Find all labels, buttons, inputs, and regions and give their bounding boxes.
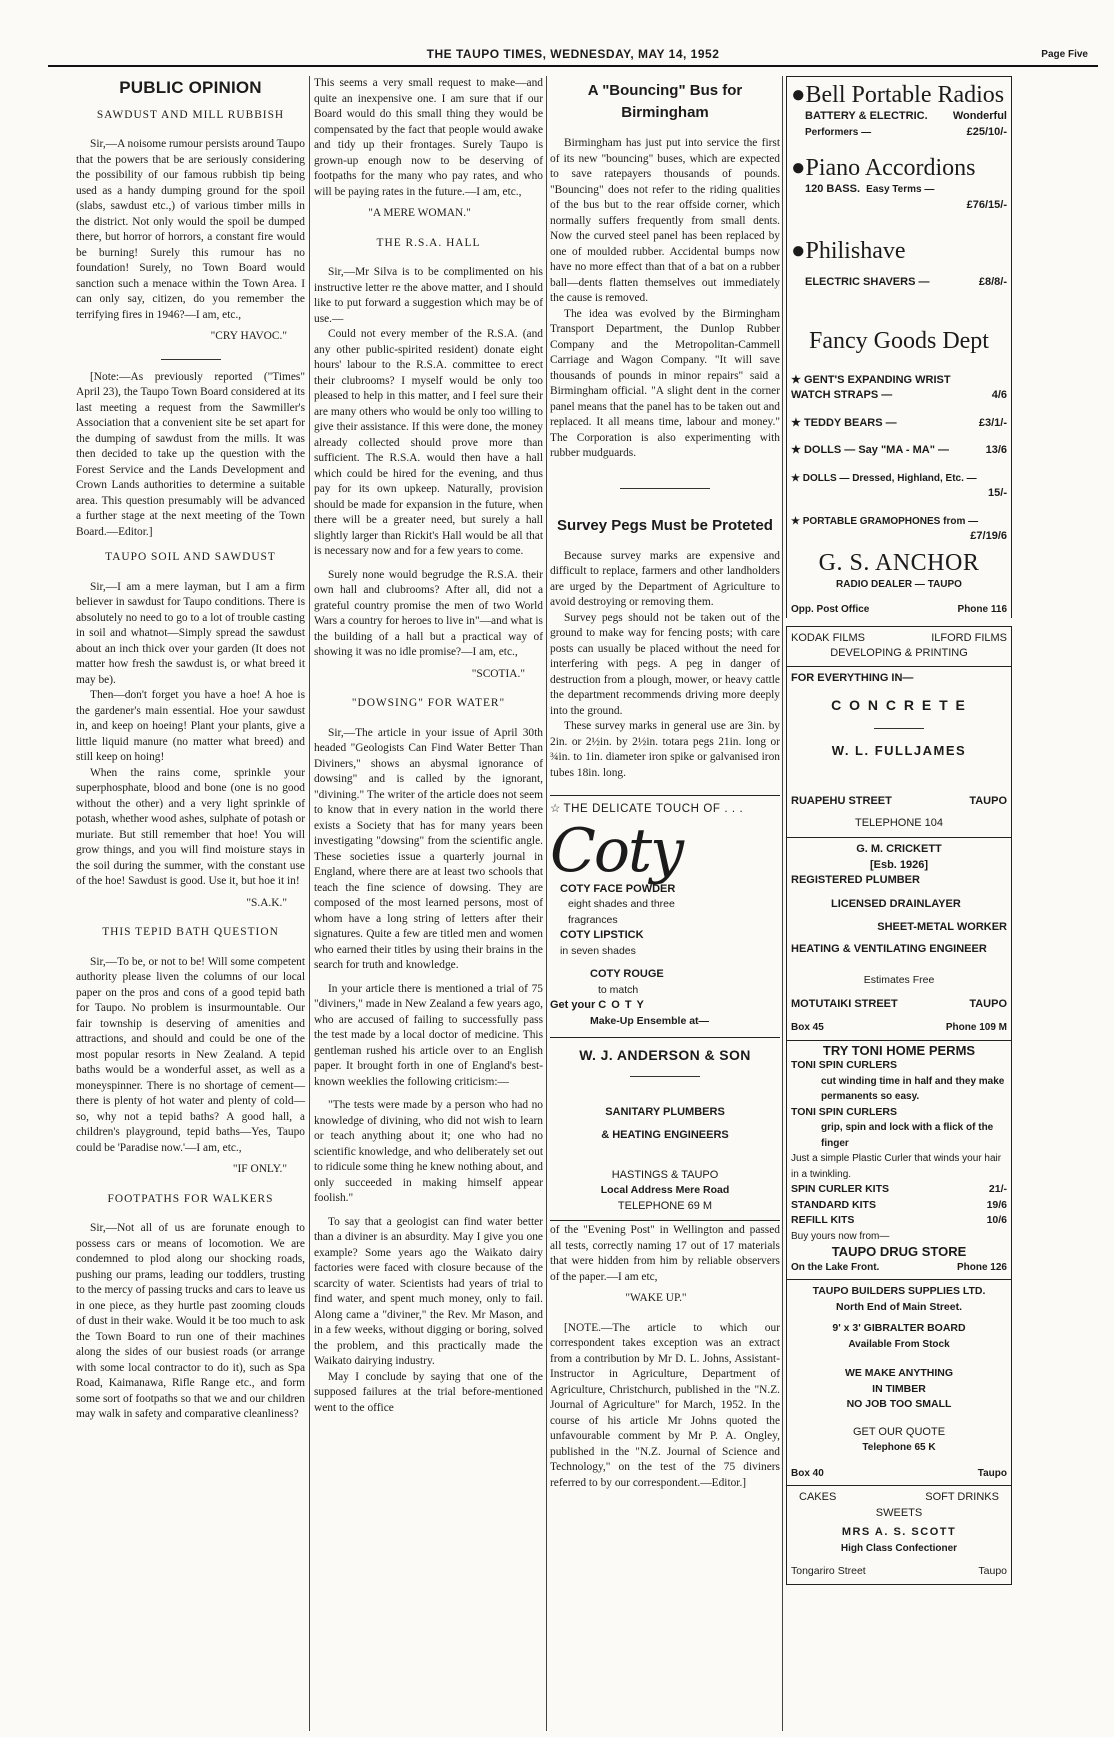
letter-title: SAWDUST AND MILL RUBBISH [96,108,285,121]
ad-headline: Fancy Goods Dept [809,327,989,354]
coty-line: COTY FACE POWDER [560,882,676,895]
article-paragraph: Survey pegs should not be taken out of the ground to make way for fencing posts; with care posts can usually be placed without the need for interfering with pegs. A peg in danger of destruction from a plough, mower, or heavy cattle the department recommends driving more deeply into the ground. [550,611,780,717]
letter-paragraph: Could not every member of the R.S.A. (and any other public-spirited resident) donate eight hours' labour to the R.S.A. committee to erect their clubrooms? I myself would be only too pleased to help in this matter, and I feel sure their are many others who would be only too willing to give their assistance. If this were done, the money already collected should prove more than sufficient. The R.S.A. would then have a hall which could be hired for the evening, and thus pay for its own upkeep. Naturally, provision should be made for expansion in the future, when there will be a greater need, but surely a hall slightly larger than Rickit's Hall would be all that is necessary now and for a few years to come. [314,328,543,557]
article-paragraph: Because survey marks are expensive and difficult to replace, farmers and other landholders are urged by the Department of Agriculture to avoid destroying or removing them. [550,549,780,608]
price: £76/15/- [966,198,1007,211]
letter-paragraph: When the rains come, sprinkle your superphosphate, blood and bone (one is no good without the other) and a very light sprinkle of potash, whether wood ashes, sulphate of potash or muriate. But still remember that hoe! You will grow things, and you will find moisture stays in the soil during the summer, with the constant use of the hoe! Sawdust is good. Use it, but hoe it in! [76,766,305,887]
coty-lead: THE DELICATE TOUCH OF . . . [563,803,744,815]
advertiser-name: W. L. FULLJAMES [831,742,967,758]
ad-line: LICENSED DRAINLAYER [831,897,961,910]
column-rule [309,76,310,1731]
ad-line: Available From Stock [848,1338,950,1350]
divider [630,1076,700,1077]
crickett-advertisement [786,837,1012,1040]
price: 13/6 [985,444,1007,456]
advertiser-name: TAUPO BUILDERS SUPPLIES LTD. [812,1285,986,1297]
ad-line: ★ DOLLS — Say "MA - MA" — [791,444,950,456]
letter-signature: "IF ONLY." [232,1163,287,1175]
coty-advertisement [550,795,780,1029]
article-paragraph: Birmingham has just put into service the first of its new "bouncing" buses, which are expected to save ratepayers thousands of pounds. "Bouncing" does not refer to the riding qualities of the bus but to the rear offside corner, which normally suffers frequently from small dents. Now the curved steel panel has been replaced by one of moulded rubber. Accidental bumps now have no more effect than that of a bat on a rubber ball—dents flatten themselves out immediately the cause is removed. [550,137,780,304]
divider [161,359,221,360]
article-headline: Survey Pegs Must be Proteted [557,516,773,534]
letter-signature: "SCOTIA." [471,667,525,680]
ad-line: HEATING & VENTILATING ENGINEER [791,942,987,955]
star-icon: ☆ [550,803,561,815]
ad-line: ★ GENT'S EXPANDING WRIST WATCH STRAPS — [791,373,951,401]
ad-line: Phone 116 [957,604,1007,615]
coty-line: COTY LIPSTICK [560,929,644,941]
letter-paragraph: Then—don't forget you have a hoe! A hoe is the gardener's main essential. Hoe your sawdust in, and keep on hoeing! Plant your plants, give a little liquid manure (no matter what breed) and still keep on hoing! [76,689,305,763]
toni-advertisement [786,1040,1012,1280]
ad-line: Phone 126 [956,1261,1007,1273]
advertiser-name: W. J. ANDERSON & SON [579,1047,751,1063]
column-rule [546,76,547,1731]
ad-line: On the Lake Front. [791,1261,880,1273]
letter-paragraph: To say that a geologist can find water better than a diviner is an absurdity. May I give you one example? Some years ago the Waikato dairy factories were faced with closure because of the scarcity of water. Scientists had years of trial to find water, and spent much money, only to fail. Along came a "diviner," the Rev. Mr Mason, and in a few weeks, without digging or boring, solved the problem, and this practically made the Waikato dairying industry. [314,1215,543,1367]
ad-line: Wonderful [952,110,1007,122]
article-paragraph: These survey marks in general use are 3in. by 2in. or 2½in. by 2½in. totara pegs 21in. long or ¾in. to 1in. diameter iron spike or galvanised iron tubes 18in. long. [550,720,780,779]
advertiser-name: G. S. ANCHOR [818,549,980,576]
ad-line: DEVELOPING & PRINTING [830,647,968,659]
star-icon: ★ [791,416,801,429]
ad-line: Easy Terms — [866,184,935,195]
ad-line: SWEETS [875,1506,923,1519]
ad-line: WE MAKE ANYTHING [844,1367,954,1379]
radio-shop-advertisement [786,76,1012,618]
price: 4/6 [991,389,1007,401]
ad-line: STANDARD KITS [791,1198,876,1211]
bullet-icon: ● [791,82,806,108]
ad-line: ELECTRIC SHAVERS — [805,276,930,288]
kodak-advertisement [786,626,1012,666]
ad-line: TELEPHONE 104 [854,816,944,829]
letter-signature: "CRY HAVOC." [210,330,287,342]
letter-paragraph: Sir,—A noisome rumour persists around Taupo that the powers that be are seriously considering the possibility of our famous rubbish tip being used as a handy dumping ground for the spoil (slabs, sawdust etc.,) of various timber mills in the district. Not only would the spoil be dumped there, but horror of horrors, a constant fire would be burning! Surely this rumour has no foundation! Surely, no Town Board would sanction such a menace within the Town Area. I can only say, citizen, do you remember the terrifying fires in 1946?—I am, etc., [76,138,305,321]
letter-signature: "WAKE UP." [625,1292,687,1304]
masthead-rule [48,65,1098,67]
coty-line: to match [598,983,639,996]
ad-line: Estimates Free [863,974,935,986]
ad-line: 9' x 3' GIBRALTER BOARD [832,1322,966,1334]
price: 19/6 [986,1198,1007,1211]
ad-line: HASTINGS & TAUPO [611,1168,719,1181]
letter-paragraph: Surely none would begrudge the R.S.A. their own hall and clubrooms? After all, did not a grateful country promise the men of two World Wars a country for heroes to live in"—and what is the building of a hall but a practical way of showing it was no idle promise?—I am, etc., [314,568,543,658]
letter-paragraph: of the "Evening Post" in Wellington and passed all tests, correctly naming 17 out of 17 materials that were hidden from him by reliable observers of the paper.—I am etc, [550,1224,780,1283]
page-number: Page Five [1041,49,1088,60]
ad-line: Taupo [977,1467,1007,1479]
ad-line: Buy yours now from— [791,1230,890,1242]
ad-line: BATTERY & ELECTRIC. [805,110,928,122]
price: £8/8/- [978,276,1007,288]
coty-line: Make-Up Ensemble at— [590,1014,710,1027]
ad-line: SOFT DRINKS [925,1491,999,1503]
letter-paragraph: Sir,—I am a mere layman, but I am a firm believer in sawdust for Taupo conditions. There is absolutely no need to go to a lot of trouble casting in soil and whatnot—Simply spread the sawdust about an inch thick over your garden (It does not matter how fresh the sawdust is, or what breed it may be). [76,580,305,686]
letter-title: TAUPO SOIL AND SAWDUST [105,551,276,563]
letter-paragraph: Sir,—The article in your issue of April 30th headed "Geologists Can Find Water Better Than Diviners," shows an abysmal ignorance of dowsing" and is called by the ignorant, "divining." The writer of the article does not seem to know that in every nation in the world there exists a Society that has for many years been investigating "dowsing" from the scientific angle. These societies issue a quarterly journal in England, where there are at least two schools that teach the fine science of dowsing. They are composed of the most learned persons, most of whom have a long string of letters after their signatures. Quite a few are titled men and women who earned their titles by using their brains in the search for truth and knowledge. [314,726,543,971]
ad-line: TELEPHONE 69 M [617,1199,713,1212]
letter-title: THE R.S.A. HALL [376,236,481,249]
letter-title: FOOTPATHS FOR WALKERS [107,1192,274,1205]
advertiser-name: MRS A. S. SCOTT [841,1526,957,1538]
coty-line: Get your [550,999,596,1011]
scott-advertisement [786,1485,1012,1585]
ad-line: High Class Confectioner [840,1542,958,1554]
divider [620,488,710,489]
article-paragraph: The idea was evolved by the Birmingham Transport Department, the Dunlop Rubber Company and the Metropolitan-Cammell Carriage and Wagon Company. "It will save thousands of pounds in minor repairs" said a Birmingham official. "A slight dent in the corner panel means that the panel has to be taken out and replaced. It all means time, labour and money." The Corporation is also experimenting with rubber mudguards. [550,307,780,459]
ad-line: ★ PORTABLE GRAMOPHONES from — [791,515,979,527]
column-advertisements [786,76,1012,1585]
ad-line: ★ TEDDY BEARS — [791,416,897,429]
star-icon: ★ [791,472,800,484]
ad-line: [Esb. 1926] [869,858,929,871]
ad-line: TAUPO [969,795,1007,807]
letter-paragraph: Sir,—Not all of us are forunate enough to possess cars or means of locomotion. We are condemned to plod along our shocking roads, pushing our prams, leading our toddlers, trusting to the mercy of passing trucks and cars to leave us in one piece, as they hurtle past zooming clouds of dust in their wake. Would it be too much to ask the Town Board to run one of their machines along the sides of our busiest roads (or arrange with some local contractor to do it), such as Spa Road, Kaimanawa, Rifle Range etc., and form some sort of footpaths so that we and our children may walk in safety and comparative cleanliness? [76,1222,306,1420]
anderson-advertisement [550,1037,780,1214]
letter-signature: "S.A.K." [246,896,287,909]
letter-paragraph: This seems a very small request to make—and quite an inexpensive one. I am sure that if our Board would do this small thing they would be compensated by the fact that people would awake and tidy up their frontages. Surely Taupo is grown-up enough now to be deserving of footpaths for the many who pay rates, and who will be paying rates in the future.—I am, etc., [314,77,543,198]
ad-line: Opp. Post Office [791,604,870,615]
column-rule [782,76,783,1731]
ad-line: Performers — [805,126,872,138]
letter-title: "DOWSING" FOR WATER" [351,697,506,709]
divider [874,728,924,729]
ad-headline: ●Philishave [791,238,906,264]
letter-paragraph: May I conclude by saying that one of the supposed failures at the trial before-mentioned went to the office [314,1370,543,1414]
ad-line: RUAPEHU STREET [791,795,892,807]
price: 10/6 [986,1214,1007,1226]
builders-advertisement [786,1279,1012,1485]
masthead [48,44,1098,66]
bullet-icon: ● [791,238,806,264]
column-letters-continued [314,76,543,1416]
ad-line: Phone 109 M [945,1022,1007,1033]
ad-line: cut winding time in half and they make permanents so easy. [821,1075,1005,1102]
ad-line: KODAK FILMS [791,631,865,644]
letter-quote: "The tests were made by a person who had no knowledge of divining, who did not wish to learn or teach anything about it; one who had no scientific knowledge, and who deliberately set out to ridicule some thing he knew nothing about, and only succeeded in making himself appear foolish." [314,1099,543,1204]
coty-line: COTY ROUGE [590,968,664,980]
ad-line: TONI SPIN CURLERS [791,1059,897,1071]
masthead-title: THE TAUPO TIMES, WEDNESDAY, MAY 14, 1952 [426,47,720,61]
ad-line: SHEET-METAL WORKER [877,921,1007,933]
ad-line: TONI SPIN CURLERS [791,1105,897,1118]
ad-line: Box 40 [791,1467,824,1479]
ad-headline: C O N C R E T E [831,697,967,713]
ad-line: Taupo [978,1565,1007,1577]
section-heading: PUBLIC OPINION [119,78,262,97]
article-headline: A "Bouncing" Bus for Birmingham [587,82,743,121]
editor-note: [Note:—As previously reported ("Times" April 23), the Taupo Town Board considered at its last meeting a request from the Sawmiller's Association that a convenient site be set apart for the dumping of sawdust from the mills. It was then decided to take up the question with the Forest Service and the Lands Development and Crown Lands authorities to determine a suitable area. This question presumably will be advanced a further stage at the next meeting of the Town Board.—Editor.] [76,370,305,538]
ad-line: SPIN CURLER KITS [791,1183,890,1195]
ad-line: ILFORD FILMS [931,631,1007,644]
ad-line: TAUPO [969,997,1007,1010]
ad-line: IN TIMBER [872,1382,926,1395]
ad-line: MOTUTAIKI STREET [791,997,898,1010]
ad-line: NO JOB TOO SMALL [846,1398,952,1410]
ad-line: GET OUR QUOTE [852,1425,946,1438]
ad-headline: TRY TONI HOME PERMS [822,1042,976,1058]
ad-line: & HEATING ENGINEERS [601,1129,729,1141]
coty-line: in seven shades [560,944,636,957]
ad-line: Box 45 [791,1022,824,1033]
star-icon: ★ [791,515,800,527]
price: £3/1/- [978,416,1007,429]
ad-headline: ●Piano Accordions [791,155,976,181]
ad-line: grip, spin and lock with a flick of the finger [821,1122,994,1149]
advertiser-name: TAUPO DRUG STORE [831,1244,967,1259]
fulljames-advertisement [786,666,1012,838]
ad-line: FOR EVERYTHING IN— [791,671,914,684]
ad-line: 120 BASS. [805,183,861,195]
price: 15/- [988,487,1007,499]
ad-line: Just a simple Plastic Curler that winds your hair in a twinkling. [791,1153,1002,1180]
coty-line: eight shades and three fragrances [568,898,675,926]
price: £25/10/- [966,125,1007,138]
ad-line: REGISTERED PLUMBER [791,874,920,886]
ad-line: SANITARY PLUMBERS [605,1105,725,1118]
ad-line: North End of Main Street. [836,1300,962,1313]
ad-line: ★ DOLLS — Dressed, Highland, Etc. — [791,472,977,484]
ad-line: Tongariro Street [791,1565,866,1577]
coty-line: C O T Y [598,999,645,1011]
ad-line: Local Address Mere Road [600,1184,730,1196]
ad-headline: ●Bell Portable Radios [791,82,1005,108]
coty-logo: Coty [550,815,683,886]
letter-paragraph: Sir,—To be, or not to be! Will some competent authority please liven the columns of our local paper on the pros and cons of a good tepid bath for Taupo. No problem is insurmountable. Our fair township is deserving of amenities and attractions, and should and could be one of the most popular resorts in New Zealand. A tepid baths would be a wonderful asset, as well as a moneyspinner. There is no shortage of cement—there is plenty of hot water and plenty of cold—so, why not a tepid baths? A good hall, a children's playground, tepid baths—Yes, Taupo could be 'Paradise now.'—I am, etc., [76,955,305,1154]
star-icon: ★ [791,444,801,456]
letter-title: THIS TEPID BATH QUESTION [102,926,279,938]
price: 21/- [988,1183,1007,1195]
bullet-icon: ● [791,155,806,181]
ad-line: Telephone 65 K [862,1442,936,1453]
column-news [550,76,780,1491]
ad-line: REFILL KITS [791,1214,855,1226]
letter-signature: "A MERE WOMAN." [368,207,471,219]
letter-continuation [550,1220,780,1491]
star-icon: ★ [791,373,801,386]
advertiser-name: G. M. CRICKETT [856,843,942,855]
editor-note: [NOTE.—The article to which our correspondent takes exception was an extract from a contribution by Mr D. L. Johns, Assistant-Instructor in Agriculture, Department of Agriculture, Christchurch, published in the "N.Z. Journal of Agriculture" for March, 1952. In the course of his article Mr Johns quoted the unfavourable comment by Mr P. A. Ongley, published in the "N.Z. Journal of Science and Technology," on the test of the 75 diviners referred to by our correspondent.—Editor.] [550,1321,780,1489]
price: £7/19/6 [970,530,1007,542]
ad-line: RADIO DEALER — TAUPO [836,578,962,590]
letter-paragraph: In your article there is mentioned a trial of 75 "diviners," made in New Zealand a few years ago, who are accused of failing to successfully pass the test made by a local doctor of medicine. This gentleman rushed his article over to an English paper. It brought forth in one of England's best-known weeklies the following criticism:— [314,982,543,1088]
column-public-opinion [76,76,305,1423]
letter-paragraph: Sir,—Mr Silva is to be complimented on his instructive letter re the above matter, and I should like to put forward a suggestion which may be of use.— [314,266,543,325]
ad-line: CAKES [799,1491,837,1503]
